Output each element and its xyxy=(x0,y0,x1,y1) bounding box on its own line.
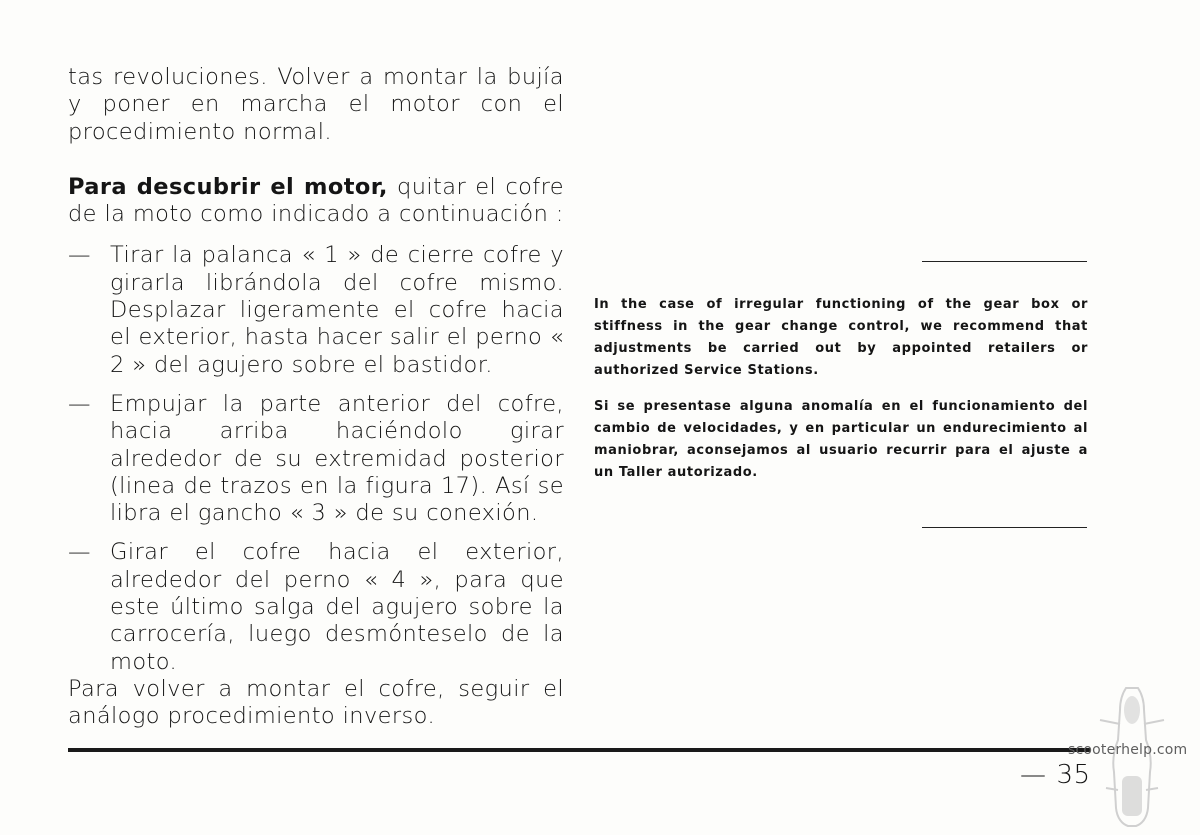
step-text: Tirar la palanca « 1 » de cierre cofre y girarla librándola del cofre mismo. Desplazar ligeramente el cofre hacia el exterior, hasta hacer salir el perno « 2 » del agujero sobre el bastidor. xyxy=(110,242,564,378)
motor-heading: Para descubrir el motor, xyxy=(68,173,388,200)
step-dash: — xyxy=(68,242,91,269)
note-bottom-rule xyxy=(922,527,1087,528)
intro-paragraph: tas revoluciones. Volver a montar la bujía y poner en marcha el motor con el procedimiento normal. xyxy=(68,64,564,145)
step-dash: — xyxy=(68,390,91,417)
page-number-value: 35 xyxy=(1056,760,1091,790)
step-2 xyxy=(68,391,564,527)
watermark-text: scooterhelp.com xyxy=(1068,742,1188,758)
note-english: In the case of irregular functioning of the gear box or stiffness in the gear change control, we recommend that adjustments be carried out by appointed retailers or authorized Service Stations. xyxy=(594,297,1088,378)
motor-text: quitar el cofre de la moto como indicado a continuación : xyxy=(68,173,565,228)
step-dash: — xyxy=(68,539,91,566)
motor-paragraph xyxy=(68,174,564,229)
step-1 xyxy=(68,242,564,378)
footer-rule xyxy=(68,748,1090,752)
reassemble-paragraph: Para volver a montar el cofre, seguir el análogo procedimiento inverso. xyxy=(68,675,564,730)
page-number xyxy=(1020,760,1091,790)
page-number-dash: — xyxy=(1020,760,1047,790)
note-top-rule xyxy=(922,261,1087,262)
step-text: Girar el cofre hacia el exterior, alrededor del perno « 4 », para que este último salga del agujero sobre la carrocería, luego desmónteselo de la moto. xyxy=(110,539,564,675)
note-spanish: Si se presentase alguna anomalía en el funcionamiento del cambio de velocidades, y en particular un endurecimiento al maniobrar, aconsejamos al usuario recurrir para el ajuste a un Taller autorizado. xyxy=(594,399,1088,480)
step-text: Empujar la parte anterior del cofre, hacia arriba haciéndolo girar alrededor de su extremidad posterior (linea de trazos en la figura 17). Así se libra el gancho « 3 » de su conexión. xyxy=(110,390,564,527)
step-3 xyxy=(68,539,564,675)
left-column xyxy=(68,64,564,731)
right-column-note xyxy=(594,294,1088,484)
